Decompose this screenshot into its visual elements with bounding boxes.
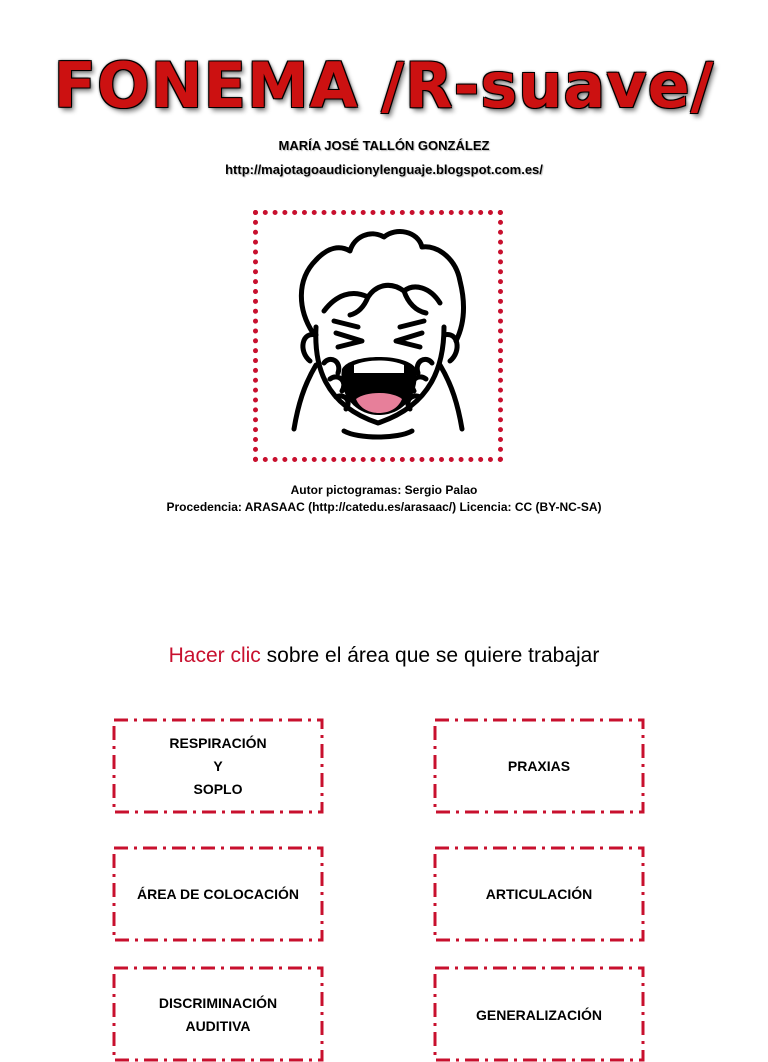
shouting-child-icon <box>258 215 498 457</box>
articulacion-label: ARTICULACIÓN <box>485 885 593 902</box>
respiracion-soplo-button[interactable] <box>112 718 324 814</box>
articulacion-button[interactable] <box>433 846 645 942</box>
instruction-rest: sobre el área que se quiere trabajar <box>260 644 600 667</box>
author-name: MARÍA JOSÉ TALLÓN GONZÁLEZ <box>278 138 490 153</box>
generalizacion-label: GENERALIZACIÓN <box>476 1007 602 1023</box>
blog-url: http://majotagoaudicionylenguaje.blogspot.com.es/ <box>225 162 543 177</box>
pictogram-frame <box>253 210 503 462</box>
page-title: FONEMA /R-suave/ <box>53 49 715 122</box>
respiracion-soplo-label: RESPIRACIÓN Y SOPLO <box>169 734 267 797</box>
praxias-label: PRAXIAS <box>507 757 571 774</box>
pictogram-license-credit: Procedencia: ARASAAC (http://catedu.es/arasaac/) Licencia: CC (BY-NC-SA) <box>166 500 602 514</box>
area-colocacion-label: ÁREA DE COLOCACIÓN <box>136 885 300 902</box>
discriminacion-auditiva-button[interactable] <box>112 966 324 1034</box>
praxias-button[interactable] <box>433 718 645 814</box>
discriminacion-auditiva-label: DISCRIMINACIÓN AUDITIVA <box>158 995 278 1034</box>
generalizacion-button[interactable] <box>433 966 645 1024</box>
area-colocacion-button[interactable] <box>112 846 324 942</box>
instruction-highlight: Hacer clic <box>168 644 261 667</box>
pictogram-author-credit: Autor pictogramas: Sergio Palao <box>290 483 478 497</box>
instruction-text <box>0 642 768 670</box>
